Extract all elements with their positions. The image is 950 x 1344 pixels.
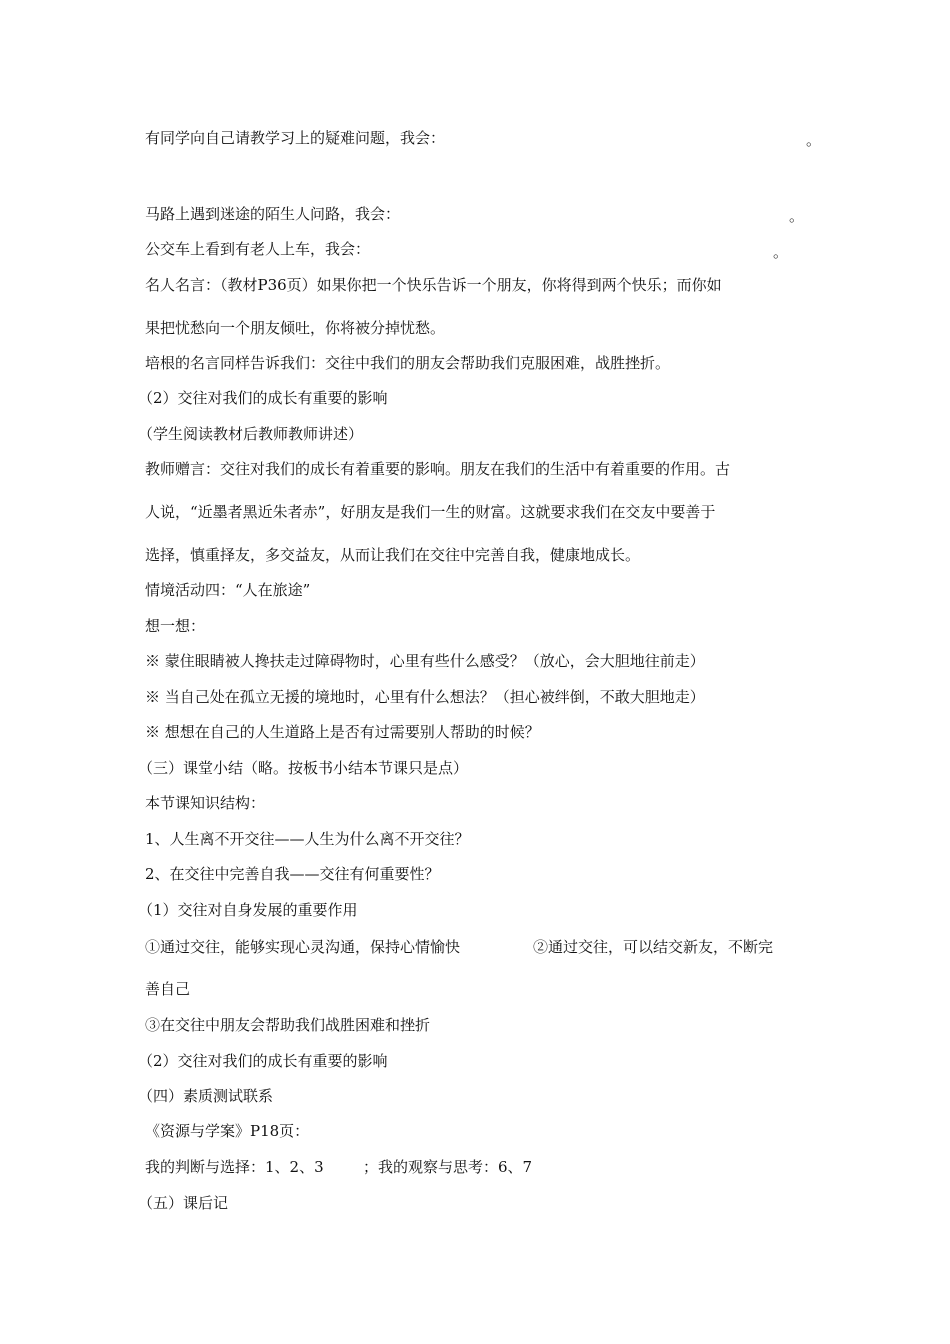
blank-end-mark: 。 [806, 131, 822, 149]
section-heading: （三）课堂小结（略。按板书小结本节课只是点） [138, 759, 469, 777]
text-line: 《资源与学案》P18页： [145, 1122, 310, 1140]
text-line: ；我的观察与思考：6、7 [363, 1158, 533, 1176]
list-item: ②通过交往，可以结交新友，不断完 [533, 938, 774, 956]
text-line: 有同学向自己请教学习上的疑难问题，我会： [145, 129, 446, 147]
text-line: 本节课知识结构： [145, 794, 266, 812]
text-line: 马路上遇到迷途的陌生人问路，我会： [145, 205, 401, 223]
list-item: 2、在交往中完善自我——交往有何重要性？ [145, 865, 440, 883]
list-item: ③在交往中朋友会帮助我们战胜困难和挫折 [145, 1016, 431, 1034]
paragraph-line: 教师赠言：交往对我们的成长有着重要的影响。朋友在我们的生活中有着重要的作用。古 [145, 460, 731, 478]
section-heading: （2）交往对我们的成长有重要的影响 [138, 389, 388, 407]
text-line: 想一想： [145, 617, 206, 635]
quote-line: 果把忧愁向一个朋友倾吐，你将被分掉忧愁。 [145, 319, 446, 337]
activity-title: 情境活动四：“人在旅途” [145, 581, 311, 599]
quote-line: 名人名言：（教材P36页）如果你把一个快乐告诉一个朋友，你将得到两个快乐；而你如 [145, 276, 722, 294]
section-heading: （四）素质测试联系 [138, 1087, 274, 1105]
text-line: 我的判断与选择：1、2、3 [145, 1158, 324, 1176]
text-line: 培根的名言同样告诉我们：交往中我们的朋友会帮助我们克服困难，战胜挫折。 [145, 354, 671, 372]
section-heading: （1）交往对自身发展的重要作用 [138, 901, 358, 919]
list-item: 1、人生离不开交往——人生为什么离不开交往？ [145, 830, 470, 848]
section-heading: （2）交往对我们的成长有重要的影响 [138, 1052, 388, 1070]
blank-end-mark: 。 [773, 243, 789, 261]
paragraph-line: 选择，慎重择友，多交益友，从而让我们在交往中完善自我，健康地成长。 [145, 546, 641, 564]
text-line: （学生阅读教材后教师教师讲述） [138, 425, 364, 443]
text-line: 公交车上看到有老人上车，我会： [145, 240, 371, 258]
list-item: ①通过交往，能够实现心灵沟通，保持心情愉快 [145, 938, 461, 956]
paragraph-line: 人说，“近墨者黑近朱者赤”，好朋友是我们一生的财富。这就要求我们在交友中要善于 [145, 503, 716, 521]
section-heading: （五）课后记 [138, 1194, 229, 1212]
bullet-line: ※ 想想在自己的人生道路上是否有过需要别人帮助的时候？ [145, 723, 540, 741]
text-line: 善自己 [145, 980, 191, 998]
blank-end-mark: 。 [789, 207, 805, 225]
bullet-line: ※ 蒙住眼睛被人搀扶走过障碍物时，心里有些什么感受？（放心，会大胆地往前走） [145, 652, 705, 670]
bullet-line: ※ 当自己处在孤立无援的境地时，心里有什么想法？（担心被绊倒，不敢大胆地走） [145, 688, 705, 706]
